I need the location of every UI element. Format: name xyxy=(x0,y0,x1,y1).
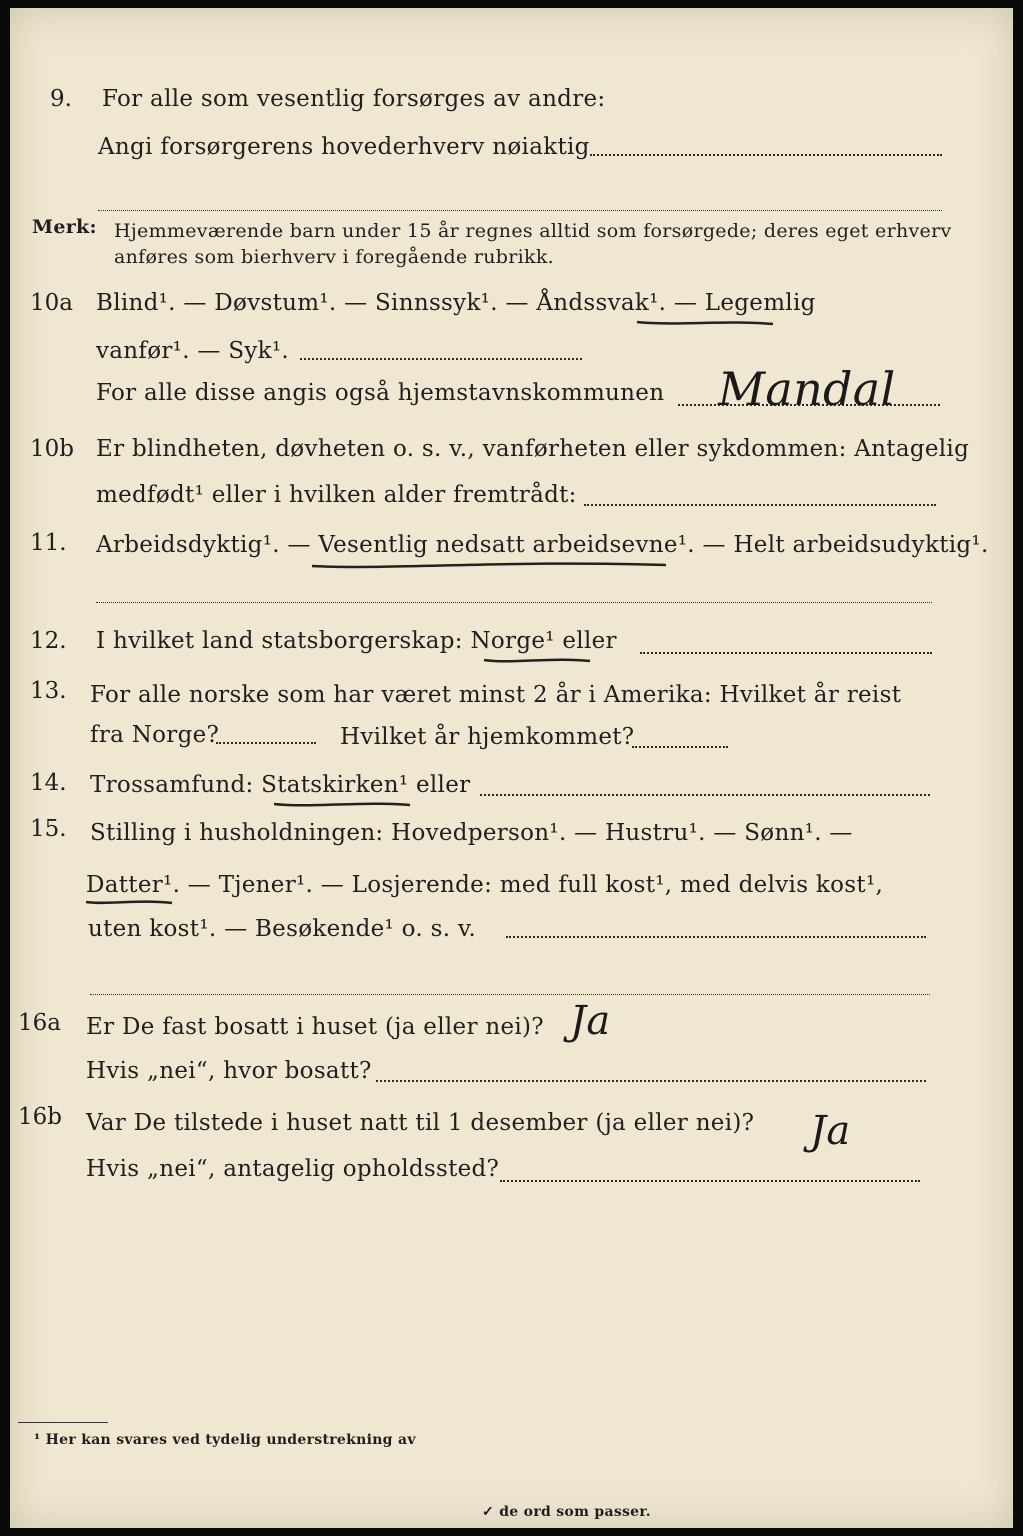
merk-line1: Hjemmeværende barn under 15 år regnes alltid som forsørgede; deres eget erhverv xyxy=(114,220,952,242)
footnote: ¹ Her kan svares ved tydelig understrekning av xyxy=(34,1432,416,1448)
q16a-handwritten-answer: Ja xyxy=(570,998,611,1044)
q16a-line2: Hvis „nei“, hvor bosatt? xyxy=(86,1058,372,1084)
q11-line1: Arbeidsdyktig¹. — Vesentlig nedsatt arbeidsevne¹. — Helt arbeidsudyktig¹. xyxy=(96,532,989,558)
q16a-number: 16a xyxy=(18,1010,61,1036)
separator-rule xyxy=(98,210,942,211)
q10a-line3: For alle disse angis også hjemstavnskommunen xyxy=(96,380,665,406)
q15-number: 15. xyxy=(30,816,67,842)
q16b-line2: Hvis „nei“, antagelig opholdssted? xyxy=(86,1156,500,1182)
q16b-answer-line xyxy=(500,1180,920,1182)
q15-line2: Datter¹. — Tjener¹. — Losjerende: med full kost¹, med delvis kost¹, xyxy=(86,872,884,898)
q13-line1: For alle norske som har været minst 2 år i Amerika: Hvilket år reist xyxy=(90,682,902,708)
q9-number: 9. xyxy=(50,86,72,112)
q11-answer-line xyxy=(96,602,932,603)
q13-line2b: Hvilket år hjemkommet? xyxy=(340,724,635,750)
q10a-line2-fill xyxy=(300,358,582,360)
q13-reist-line xyxy=(216,742,316,744)
q14-number: 14. xyxy=(30,770,67,796)
q10b-answer-line xyxy=(584,504,936,506)
q10b-number: 10b xyxy=(30,436,74,462)
q14-answer-line xyxy=(480,794,930,796)
census-form-page xyxy=(10,8,1013,1528)
q15-line3: uten kost¹. — Besøkende¹ o. s. v. xyxy=(88,916,477,942)
q14-line1: Trossamfund: Statskirken¹ eller xyxy=(90,772,471,798)
q16b-line1: Var De tilstede i huset natt til 1 desember (ja eller nei)? xyxy=(86,1110,755,1136)
q15-answer-line xyxy=(506,936,926,938)
q10a-line1: Blind¹. — Døvstum¹. — Sinnssyk¹. — Åndssvak¹. — Legemlig xyxy=(96,290,816,316)
q13-number: 13. xyxy=(30,678,67,704)
q15-line1: Stilling i husholdningen: Hovedperson¹. — Hustru¹. — Sønn¹. — xyxy=(90,820,853,846)
norge-underline xyxy=(482,654,592,666)
q15-extra-line xyxy=(90,994,930,995)
q16a-line1: Er De fast bosatt i huset (ja eller nei)? xyxy=(86,1014,544,1040)
andssvak-underline xyxy=(635,316,775,328)
merk-line2: anføres som bierhverv i foregående rubrikk. xyxy=(114,246,554,268)
footnote-rule xyxy=(18,1422,108,1423)
datter-underline xyxy=(84,896,174,908)
q16b-number: 16b xyxy=(18,1104,62,1130)
q9-line2: Angi forsørgerens hovederhverv nøiaktig xyxy=(98,134,590,160)
statskirken-underline xyxy=(272,798,412,810)
q16b-handwritten-answer: Ja xyxy=(810,1108,851,1154)
q16a-answer-line xyxy=(376,1080,926,1082)
q13-hjem-line xyxy=(632,746,728,748)
q12-number: 12. xyxy=(30,628,67,654)
merk-label: Merk: xyxy=(32,216,97,238)
q10a-line2: vanfør¹. — Syk¹. xyxy=(96,338,290,364)
q12-line1: I hvilket land statsborgerskap: Norge¹ eller xyxy=(96,628,617,654)
q12-answer-line xyxy=(640,652,932,654)
q9-answer-line xyxy=(590,154,942,156)
q10b-line2: medfødt¹ eller i hvilken alder fremtrådt: xyxy=(96,482,577,508)
q13-line2a: fra Norge? xyxy=(90,722,220,748)
q9-line1: For alle som vesentlig forsørges av andre: xyxy=(102,86,606,112)
q10a-number: 10a xyxy=(30,290,73,316)
q10a-handwritten-answer: Mandal xyxy=(718,362,896,416)
bottom-note: ✓ de ord som passer. xyxy=(482,1504,651,1520)
nedsatt-underline xyxy=(310,558,670,572)
q10b-line1: Er blindheten, døvheten o. s. v., vanførheten eller sykdommen: Antagelig xyxy=(96,436,970,462)
q11-number: 11. xyxy=(30,530,67,556)
